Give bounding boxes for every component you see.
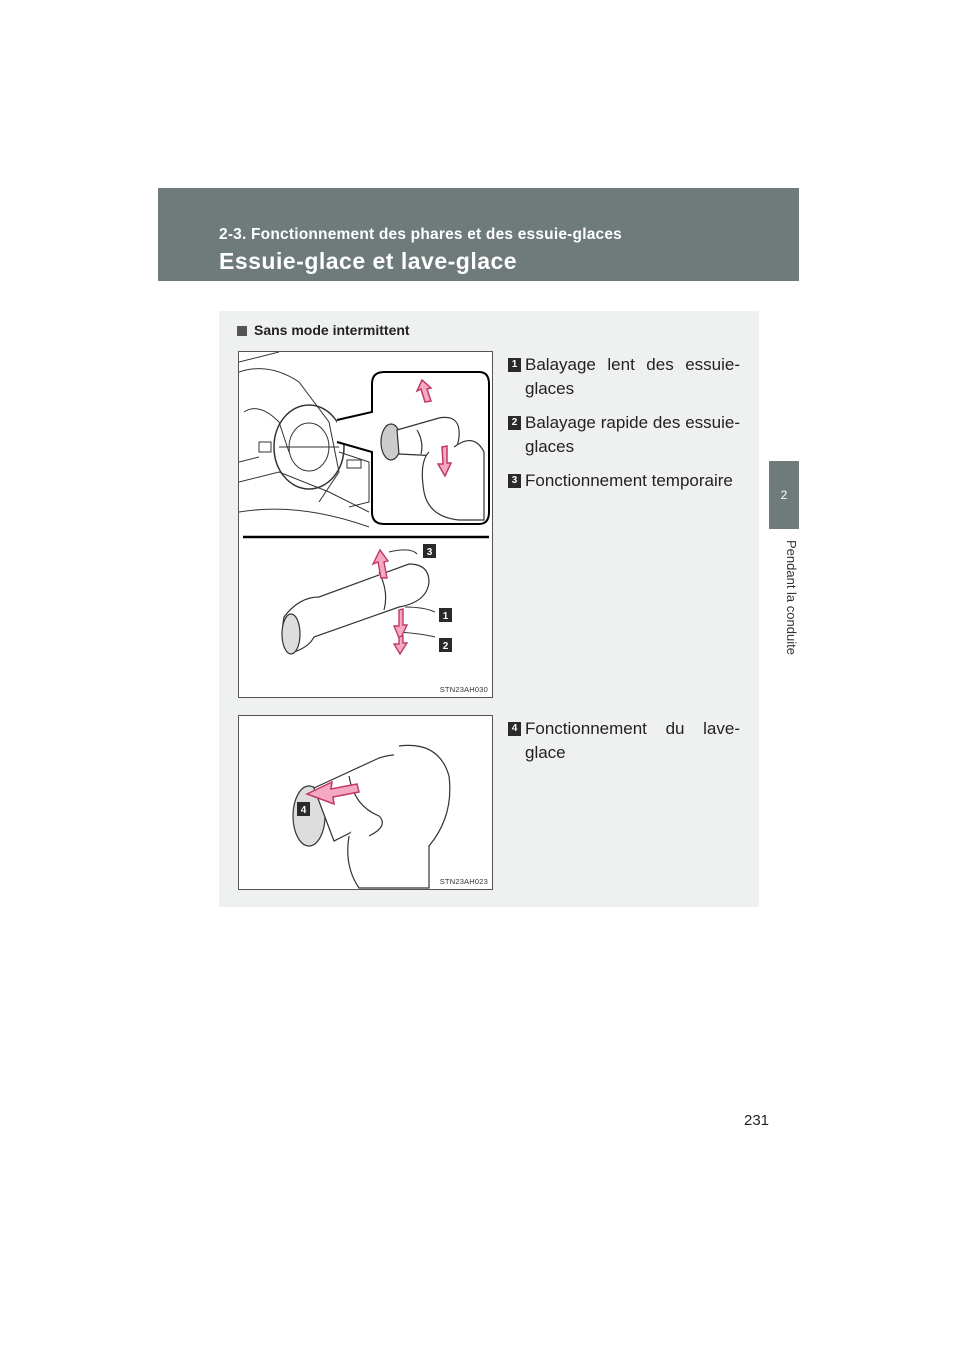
callout-4-badge [297,802,310,816]
wiper-lever-illustration [239,352,492,697]
number-badge: 2 [508,416,521,430]
washer-lever-drawing [293,745,450,888]
callout-2: 2 [442,641,449,652]
number-badge: 1 [508,358,521,372]
callout-3-badge [423,544,436,558]
number-badge: 4 [508,722,521,736]
subheading [237,322,410,338]
callout-2-badge [439,638,452,652]
list-item [508,411,740,459]
item-text: Balayage lent des essuie-glaces [525,355,740,398]
square-bullet-icon [237,326,247,336]
subheading-text: Sans mode intermittent [254,322,410,338]
figure-code: STN23AH023 [439,877,488,886]
item-list-2 [508,717,740,775]
callout-3: 3 [426,547,433,558]
page-number: 231 [744,1112,770,1129]
item-text: Balayage rapide des essuie-glaces [525,413,740,456]
item-text: Fonctionnement du lave-glace [525,719,740,762]
content-box [219,311,759,907]
callout-1-badge [439,608,452,622]
figure-wiper-lever [238,351,493,698]
chapter-tab[interactable] [769,461,799,529]
list-item [508,717,740,765]
header-band [158,188,799,281]
item-text: Fonctionnement temporaire [525,471,733,490]
chapter-number: 2 [780,488,788,502]
chapter-label: Pendant la conduite [784,540,799,655]
callout-1: 1 [442,611,449,622]
list-item [508,469,740,493]
number-badge: 3 [508,474,521,488]
section-label: 2-3. Fonctionnement des phares et des essuie-glaces [219,226,622,243]
page-title: Essuie-glace et lave-glace [219,248,518,274]
callout-4: 4 [300,805,307,816]
figure-code: STN23AH030 [439,685,488,694]
washer-lever-illustration [239,716,492,889]
figure-washer-lever [238,715,493,890]
item-list-1 [508,353,740,503]
list-item [508,353,740,401]
lever-drawing [282,564,429,654]
